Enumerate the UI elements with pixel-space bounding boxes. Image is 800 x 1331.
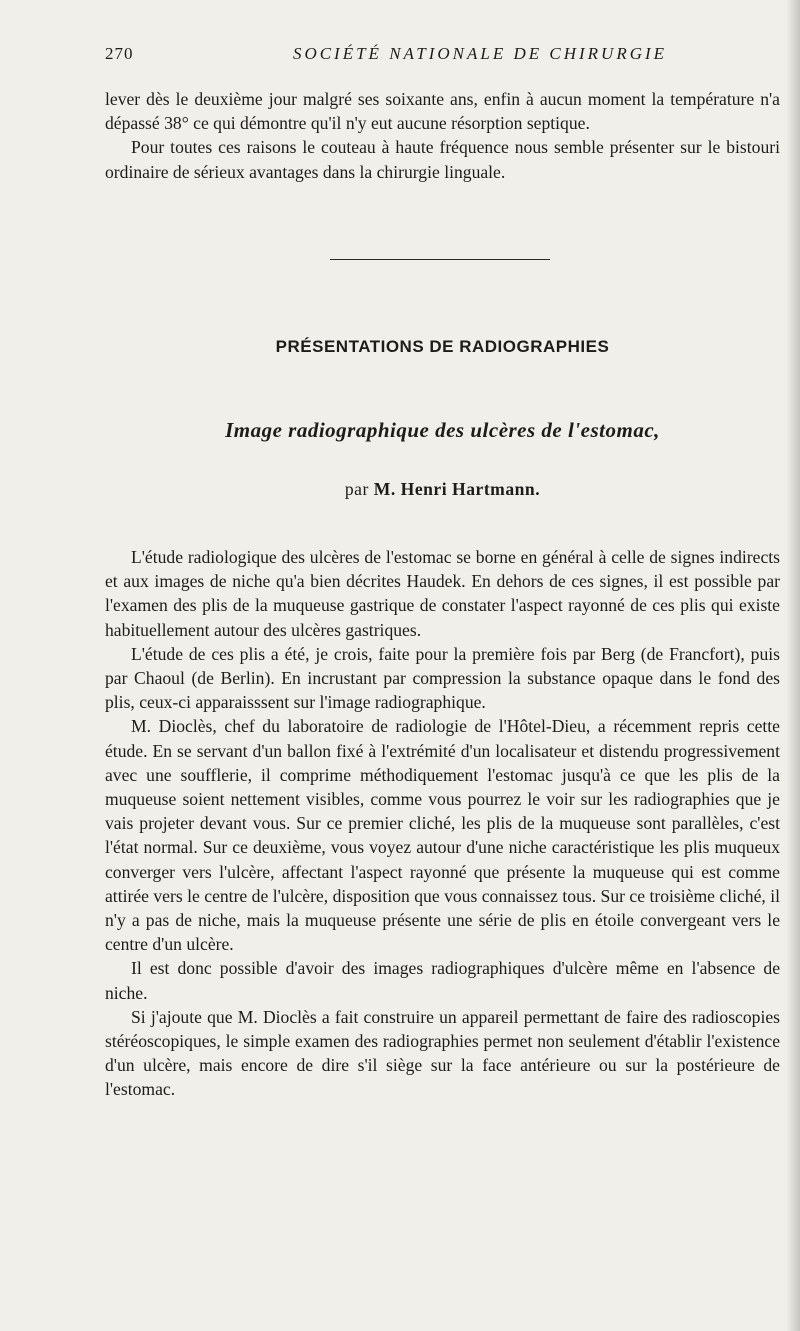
byline [105,479,780,500]
page-number: 270 [105,44,134,63]
intro-paragraph-conclusion: Pour toutes ces raisons le couteau à haute fréquence nous semble présenter sur le bistouri ordinaire de sérieux avantages dans la chirurgie linguale. [105,137,780,182]
article-paragraph: L'étude de ces plis a été, je crois, faite pour la première fois par Berg (de Francfort), puis par Chaoul (de Berlin). En incrustant par compression la substance opaque dans le fond des plis, ceux-ci apparaisssent sur l'image radiographique. [105,643,780,713]
article-paragraph: M. Dioclès, chef du laboratoire de radiologie de l'Hôtel-Dieu, a récemment repris cette étude. En se servant d'un ballon fixé à l'extrémité d'un localisateur et distendu progressivement avec une soufflerie, il comprime méthodiquement l'estomac jusqu'à ce que les plis de la muqueuse soient nettement visibles, comme vous pourrez le voir sur les radiographies que je vais projeter devant vous. Sur ce premier cliché, les plis de la muqueuse sont parallèles, c'est l'état normal. Sur ce deuxième, vous voyez autour d'une niche caractéristique les plis muqueux converger vers l'ulcère, affectant l'aspect rayonné que présente la muqueuse qui est comme attirée vers le centre de l'ulcère, disposition que vous connaissez tous. Sur ce troisième cliché, il n'y a pas de niche, mais la muqueuse présente une série de plis en étoile convergeant vers le centre d'un ulcère. [105,716,780,955]
section-divider [330,259,550,260]
article-body [105,545,780,1102]
running-head [105,44,780,70]
article-paragraph: Si j'ajoute que M. Dioclès a fait construire un appareil permettant de faire des radioscopies stéréoscopiques, le simple examen des radiographies permet non seulement d'établir l'existence d'un ulcère, mais encore de dire s'il siège sur la face antérieure ou sur la postérieure de l'estomac. [105,1006,780,1100]
section-title: PRÉSENTATIONS DE RADIOGRAPHIES [275,337,610,356]
intro-text [105,87,780,184]
article-paragraph: L'étude radiologique des ulcères de l'estomac se borne en général à celle de signes indirects et aux images de niche qu'a bien décrites Haudek. En dehors de ces signes, il est possible par l'examen des plis de la muqueuse gastrique de constater l'aspect rayonné de ces plis qui existe habituellement autour des ulcères gastriques. [105,547,780,640]
author-name: M. Henri Hartmann. [373,479,541,499]
page-edge-shadow [786,0,800,1331]
article-title: Image radiographique des ulcères de l'estomac, [225,418,660,442]
intro-paragraph-continuation: lever dès le deuxième jour malgré ses soixante ans, enfin à aucun moment la température n'a dépassé 38° ce qui démontre qu'il n'y eut aucune résorption septique. [105,89,780,134]
byline-prefix: par [344,479,369,499]
journal-title: SOCIÉTÉ NATIONALE DE CHIRURGIE [292,44,668,63]
article-paragraph: Il est donc possible d'avoir des images radiographiques d'ulcère même en l'absence de niche. [105,958,780,1003]
